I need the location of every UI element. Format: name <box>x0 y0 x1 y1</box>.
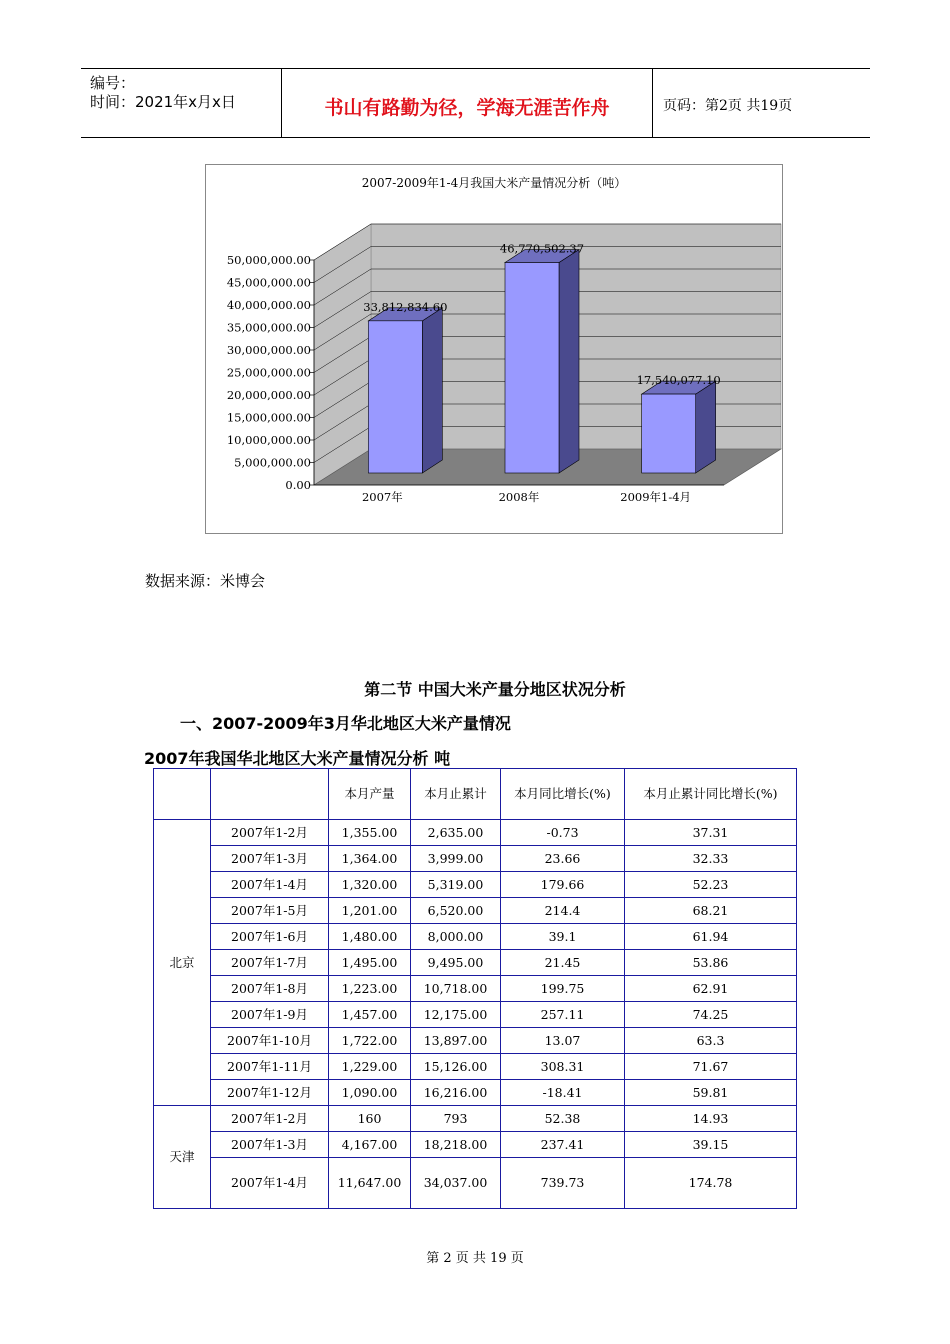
table-cell: 308.31 <box>501 1054 625 1080</box>
table-row <box>154 976 797 1002</box>
table-header-cell <box>211 769 329 820</box>
table-cell: 9,495.00 <box>411 950 501 976</box>
table-cell: -0.73 <box>501 820 625 846</box>
chart-title: 2007-2009年1-4月我国大米产量情况分析（吨） <box>361 176 627 190</box>
table-row <box>154 820 797 846</box>
table-cell: 1,090.00 <box>329 1080 411 1106</box>
table-cell: 1,364.00 <box>329 846 411 872</box>
table-cell: 71.67 <box>625 1054 797 1080</box>
table-cell: 5,319.00 <box>411 872 501 898</box>
table-cell: 10,718.00 <box>411 976 501 1002</box>
table-row <box>154 950 797 976</box>
table-cell: 2007年1-4月 <box>211 872 329 898</box>
table-cell: 62.91 <box>625 976 797 1002</box>
section-title: 第二节 中国大米产量分地区状况分析 <box>364 680 626 699</box>
table-cell: 1,355.00 <box>329 820 411 846</box>
table-cell: 2,635.00 <box>411 820 501 846</box>
y-tick-label: 20,000,000.00 <box>226 388 311 402</box>
table-header-cell: 本月止累计同比增长(%) <box>625 769 797 820</box>
table-header-cell <box>154 769 211 820</box>
data-label: 33,812,834.60 <box>363 299 448 314</box>
table-cell: 32.33 <box>625 846 797 872</box>
table-cell: 1,457.00 <box>329 1002 411 1028</box>
page-header <box>81 68 870 138</box>
table-cell: 68.21 <box>625 898 797 924</box>
table-cell: 1,320.00 <box>329 872 411 898</box>
table-cell: 2007年1-8月 <box>211 976 329 1002</box>
table-cell: 63.3 <box>625 1028 797 1054</box>
table-cell: 2007年1-12月 <box>211 1080 329 1106</box>
table-cell: 1,495.00 <box>329 950 411 976</box>
x-tick-label: 2007年 <box>361 490 403 504</box>
page-footer: 第 2 页 共 19 页 <box>426 1251 524 1266</box>
x-tick-label: 2008年 <box>498 490 540 504</box>
table-row <box>154 846 797 872</box>
subsection-title: 一、2007-2009年3月华北地区大米产量情况 <box>180 714 511 733</box>
y-tick-label: 5,000,000.00 <box>234 455 311 470</box>
table-cell: 8,000.00 <box>411 924 501 950</box>
y-tick-label: 35,000,000.00 <box>226 320 311 335</box>
table-cell: 6,520.00 <box>411 898 501 924</box>
table-cell: 174.78 <box>625 1158 797 1209</box>
table-cell: 21.45 <box>501 950 625 976</box>
header-page-cell <box>653 69 870 137</box>
table-cell: 34,037.00 <box>411 1158 501 1209</box>
table-cell: 2007年1-10月 <box>211 1028 329 1054</box>
table-cell: 739.73 <box>501 1158 625 1209</box>
bar-side <box>422 308 442 473</box>
x-tick-label: 2009年1-4月 <box>620 490 692 504</box>
table-cell: 2007年1-2月 <box>211 1106 329 1132</box>
table-cell: 1,229.00 <box>329 1054 411 1080</box>
rice-production-chart <box>205 164 783 534</box>
table-header-cell: 本月同比增长(%) <box>501 769 625 820</box>
table-row <box>154 898 797 924</box>
table-row <box>154 1080 797 1106</box>
table-cell: 12,175.00 <box>411 1002 501 1028</box>
data-label: 46,770,502.37 <box>499 241 585 256</box>
table-cell: 59.81 <box>625 1080 797 1106</box>
north-china-rice-table <box>153 768 797 1209</box>
table-cell: 214.4 <box>501 898 625 924</box>
table-cell: 1,223.00 <box>329 976 411 1002</box>
table-cell: 2007年1-2月 <box>211 820 329 846</box>
table-cell: 4,167.00 <box>329 1132 411 1158</box>
chart-canvas <box>206 165 782 533</box>
table-cell: 52.38 <box>501 1106 625 1132</box>
table-cell: 16,216.00 <box>411 1080 501 1106</box>
table-cell: 2007年1-3月 <box>211 846 329 872</box>
table-cell: 199.75 <box>501 976 625 1002</box>
table-cell: 18,218.00 <box>411 1132 501 1158</box>
table-cell: 53.86 <box>625 950 797 976</box>
y-tick-label: 25,000,000.00 <box>226 365 311 380</box>
document-time-label: 时间：2021年x月x日 <box>90 93 236 111</box>
table-cell: 15,126.00 <box>411 1054 501 1080</box>
header-motto: 书山有路勤为径，学海无涯苦作舟 <box>324 97 610 119</box>
bar <box>368 321 422 473</box>
table-cell: 23.66 <box>501 846 625 872</box>
table-cell: 179.66 <box>501 872 625 898</box>
table-cell: 61.94 <box>625 924 797 950</box>
header-page-number: 页码：第2页 共19页 <box>663 98 793 114</box>
table-cell: 39.15 <box>625 1132 797 1158</box>
y-tick-label: 15,000,000.00 <box>226 410 311 425</box>
header-motto-cell <box>282 69 653 137</box>
table-cell: 257.11 <box>501 1002 625 1028</box>
table-cell: 2007年1-4月 <box>211 1158 329 1209</box>
table-cell: 74.25 <box>625 1002 797 1028</box>
table-cell: 793 <box>411 1106 501 1132</box>
table-cell: 2007年1-5月 <box>211 898 329 924</box>
bar <box>642 394 696 473</box>
region-cell: 北京 <box>154 820 211 1106</box>
table-cell: 160 <box>329 1106 411 1132</box>
table-header-cell: 本月止累计 <box>411 769 501 820</box>
y-tick-label: 0.00 <box>285 478 311 492</box>
table-cell: 3,999.00 <box>411 846 501 872</box>
table-row <box>154 1054 797 1080</box>
table-cell: 13,897.00 <box>411 1028 501 1054</box>
table-cell: 39.1 <box>501 924 625 950</box>
table-cell: 2007年1-3月 <box>211 1132 329 1158</box>
table-header-cell: 本月产量 <box>329 769 411 820</box>
table-cell: 52.23 <box>625 872 797 898</box>
table-cell: 2007年1-7月 <box>211 950 329 976</box>
table-cell: -18.41 <box>501 1080 625 1106</box>
table-cell: 1,480.00 <box>329 924 411 950</box>
table-cell: 37.31 <box>625 820 797 846</box>
table-row <box>154 872 797 898</box>
table-row <box>154 924 797 950</box>
table-cell: 14.93 <box>625 1106 797 1132</box>
bar-side <box>696 381 716 473</box>
y-tick-label: 45,000,000.00 <box>226 275 311 290</box>
y-tick-label: 40,000,000.00 <box>226 298 311 312</box>
header-meta-cell <box>81 69 282 137</box>
table-row <box>154 1106 797 1132</box>
table-cell: 1,722.00 <box>329 1028 411 1054</box>
table-cell: 11,647.00 <box>329 1158 411 1209</box>
document-number-label: 编号： <box>90 74 136 92</box>
table-title: 2007年我国华北地区大米产量情况分析 吨 <box>144 749 451 768</box>
table-header-row <box>154 769 797 820</box>
table-row <box>154 1002 797 1028</box>
y-tick-label: 30,000,000.00 <box>226 343 311 357</box>
bar <box>505 263 559 473</box>
table-cell: 2007年1-9月 <box>211 1002 329 1028</box>
table-row <box>154 1158 797 1209</box>
data-label: 17,540,077.10 <box>636 373 721 388</box>
y-tick-label: 10,000,000.00 <box>226 433 311 447</box>
y-tick-label: 50,000,000.00 <box>226 253 311 267</box>
table-cell: 1,201.00 <box>329 898 411 924</box>
table-cell: 13.07 <box>501 1028 625 1054</box>
bar-side <box>559 250 579 473</box>
table-cell: 2007年1-6月 <box>211 924 329 950</box>
table-row <box>154 1132 797 1158</box>
region-cell: 天津 <box>154 1106 211 1209</box>
table-cell: 237.41 <box>501 1132 625 1158</box>
data-source: 数据来源：米博会 <box>145 572 266 590</box>
table-cell: 2007年1-11月 <box>211 1054 329 1080</box>
table-row <box>154 1028 797 1054</box>
